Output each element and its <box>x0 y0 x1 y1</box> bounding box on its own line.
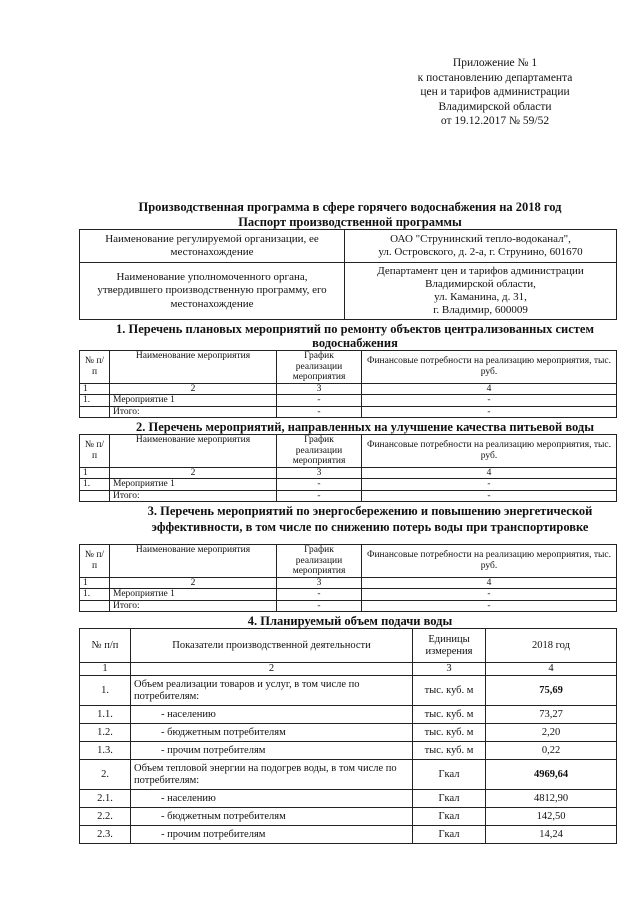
s2-row-1 <box>80 479 617 491</box>
s4-r21-value: 4812,90 <box>486 790 617 808</box>
s3-total-schedule: - <box>277 600 362 612</box>
s4-n1: 1 <box>80 663 131 676</box>
s4-row-1-3 <box>80 742 617 760</box>
s3-n4: 4 <box>362 577 617 589</box>
s4-row-2-3 <box>80 826 617 844</box>
s1-total-num <box>80 406 110 418</box>
s3-n1: 1 <box>80 577 110 589</box>
s4-r23-name: - прочим потребителям <box>131 826 413 844</box>
s2-n1: 1 <box>80 467 110 479</box>
s3-h-schedule: График реализации мероприятия <box>277 545 362 578</box>
s2-header-row <box>80 435 617 468</box>
s3-n3: 3 <box>277 577 362 589</box>
s1-h-event: Наименование мероприятия <box>110 351 277 384</box>
authority-value-line-3: ул. Каманина, д. 31, <box>434 291 527 303</box>
s1-numbering-row <box>80 383 617 395</box>
s4-r2-name: Объем тепловой энергии на подогрев воды, в том числе по потребителям: <box>131 760 413 790</box>
s1-total-schedule: - <box>277 406 362 418</box>
s3-total-num <box>80 600 110 612</box>
s4-r12-num: 1.2. <box>80 724 131 742</box>
s1-row-1 <box>80 395 617 407</box>
passport-table <box>79 229 617 320</box>
appendix-line-5: от 19.12.2017 № 59/52 <box>440 115 550 128</box>
s2-total-num <box>80 490 110 502</box>
s1-r1-schedule: - <box>277 395 362 407</box>
s1-n4: 4 <box>362 383 617 395</box>
document-title: Производственная программа в сфере горячего водоснабжения на 2018 год <box>138 200 562 214</box>
s2-r1-num: 1. <box>80 479 110 491</box>
authority-value <box>345 263 617 320</box>
s4-r22-value: 142,50 <box>486 808 617 826</box>
s4-r22-name: - бюджетным потребителям <box>131 808 413 826</box>
authority-value-line-2: Владимирской области, <box>425 277 536 290</box>
s3-h-finance: Финансовые потребности на реализацию мероприятия, тыс. руб. <box>362 545 617 578</box>
s4-r2-value: 4969,64 <box>486 760 617 790</box>
s3-header-row <box>80 545 617 578</box>
authority-label: Наименование уполномоченного органа, утвердившего производственную программу, его местонахождение <box>80 263 345 320</box>
org-value-line-2: ул. Островского, д. 2-а, г. Струнино, 601670 <box>378 246 583 258</box>
section-1-title: 1. Перечень плановых мероприятий по ремонту объектов централизованных систем водоснабжения <box>116 322 594 350</box>
section-3-table <box>79 544 617 612</box>
s2-total-label: Итого: <box>110 490 277 502</box>
s2-h-schedule: График реализации мероприятия <box>277 435 362 468</box>
s2-n4: 4 <box>362 467 617 479</box>
s2-r1-schedule: - <box>277 479 362 491</box>
s4-r21-num: 2.1. <box>80 790 131 808</box>
appendix-line-1: Приложение № 1 <box>452 57 538 69</box>
org-label: Наименование регулируемой организации, ее местонахождение <box>80 230 345 263</box>
s4-n3: 3 <box>413 663 486 676</box>
s2-h-finance: Финансовые потребности на реализацию мероприятия, тыс. руб. <box>362 435 617 468</box>
s1-total-finance: - <box>362 406 617 418</box>
s4-r1-num: 1. <box>80 676 131 706</box>
s4-r12-value: 2,20 <box>486 724 617 742</box>
s3-n2: 2 <box>110 577 277 589</box>
s2-total-row <box>80 490 617 502</box>
s2-total-finance: - <box>362 490 617 502</box>
s4-r13-value: 0,22 <box>486 742 617 760</box>
s4-r2-num: 2. <box>80 760 131 790</box>
s3-numbering-row <box>80 577 617 589</box>
s3-row-1 <box>80 589 617 601</box>
s4-r12-unit: тыс. куб. м <box>413 724 486 742</box>
passport-row-authority <box>80 263 617 320</box>
s2-r1-finance: - <box>362 479 617 491</box>
appendix-line-2: к постановлению департамента <box>417 71 573 84</box>
s4-row-2-1 <box>80 790 617 808</box>
s4-r12-name: - бюджетным потребителям <box>131 724 413 742</box>
s1-total-row <box>80 406 617 418</box>
s1-h-schedule: График реализации мероприятия <box>277 351 362 384</box>
s3-h-num: № п/п <box>80 545 110 578</box>
passport-row-org <box>80 230 617 263</box>
s1-header-row <box>80 351 617 384</box>
s4-h-year: 2018 год <box>486 629 617 663</box>
s3-total-label: Итого: <box>110 600 277 612</box>
s4-r1-value: 75,69 <box>486 676 617 706</box>
s4-n2: 2 <box>131 663 413 676</box>
s4-row-1 <box>80 676 617 706</box>
authority-value-line-4: г. Владимир, 600009 <box>433 304 528 317</box>
s4-row-1-2 <box>80 724 617 742</box>
s4-r23-unit: Гкал <box>413 826 486 844</box>
s4-r23-value: 14,24 <box>486 826 617 844</box>
authority-value-line-1: Департамент цен и тарифов администрации <box>377 264 584 277</box>
s1-r1-finance: - <box>362 395 617 407</box>
org-value <box>345 230 617 263</box>
s1-r1-event: Мероприятие 1 <box>110 395 277 407</box>
s4-r21-name: - населению <box>131 790 413 808</box>
s2-h-event: Наименование мероприятия <box>110 435 277 468</box>
s4-row-2 <box>80 760 617 790</box>
s4-r1-unit: тыс. куб. м <box>413 676 486 706</box>
s4-r13-num: 1.3. <box>80 742 131 760</box>
s4-h-indicator: Показатели производственной деятельности <box>131 629 413 663</box>
s1-total-label: Итого: <box>110 406 277 418</box>
s4-r13-unit: тыс. куб. м <box>413 742 486 760</box>
s4-h-num: № п/п <box>80 629 131 663</box>
s4-numbering-row <box>80 663 617 676</box>
section-2-table <box>79 434 617 502</box>
section-1-table <box>79 350 617 418</box>
s2-h-num: № п/п <box>80 435 110 468</box>
s2-numbering-row <box>80 467 617 479</box>
s3-total-finance: - <box>362 600 617 612</box>
s2-n3: 3 <box>277 467 362 479</box>
s4-r11-value: 73,27 <box>486 706 617 724</box>
s4-r22-unit: Гкал <box>413 808 486 826</box>
s1-h-finance: Финансовые потребности на реализацию мероприятия, тыс. руб. <box>362 351 617 384</box>
s4-r11-name: - населению <box>131 706 413 724</box>
s4-r1-name: Объем реализации товаров и услуг, в том числе по потребителям: <box>131 676 413 706</box>
s4-row-2-2 <box>80 808 617 826</box>
s1-n2: 2 <box>110 383 277 395</box>
s4-r2-unit: Гкал <box>413 760 486 790</box>
section-4-table <box>79 628 617 844</box>
s3-r1-finance: - <box>362 589 617 601</box>
s3-r1-num: 1. <box>80 589 110 601</box>
s3-h-event: Наименование мероприятия <box>110 545 277 578</box>
s4-r11-num: 1.1. <box>80 706 131 724</box>
s4-row-1-1 <box>80 706 617 724</box>
section-3-title: 3. Перечень мероприятий по энергосбережению и повышению энергетической эффективности, в том числе по снижению потерь воды при транспортировке <box>147 504 593 534</box>
passport-title: Паспорт производственной программы <box>238 215 462 229</box>
s4-r22-num: 2.2. <box>80 808 131 826</box>
appendix-block <box>360 56 630 129</box>
s3-total-row <box>80 600 617 612</box>
s2-n2: 2 <box>110 467 277 479</box>
s4-r23-num: 2.3. <box>80 826 131 844</box>
appendix-line-4: Владимирской области <box>438 100 552 113</box>
org-value-line-1: ОАО "Струнинский тепло-водоканал", <box>390 232 571 245</box>
s4-h-unit: Единицы измерения <box>413 629 486 663</box>
s2-r1-event: Мероприятие 1 <box>110 479 277 491</box>
s3-r1-event: Мероприятие 1 <box>110 589 277 601</box>
section-4-title: 4. Планируемый объем подачи воды <box>247 614 453 628</box>
s3-r1-schedule: - <box>277 589 362 601</box>
s1-n1: 1 <box>80 383 110 395</box>
s4-n4: 4 <box>486 663 617 676</box>
appendix-line-3: цен и тарифов администрации <box>420 86 570 99</box>
s1-h-num: № п/п <box>80 351 110 384</box>
s1-r1-num: 1. <box>80 395 110 407</box>
s1-n3: 3 <box>277 383 362 395</box>
s4-r13-name: - прочим потребителям <box>131 742 413 760</box>
s4-header-row <box>80 629 617 663</box>
section-2-title: 2. Перечень мероприятий, направленных на улучшение качества питьевой воды <box>136 420 594 434</box>
s4-r21-unit: Гкал <box>413 790 486 808</box>
s2-total-schedule: - <box>277 490 362 502</box>
s4-r11-unit: тыс. куб. м <box>413 706 486 724</box>
